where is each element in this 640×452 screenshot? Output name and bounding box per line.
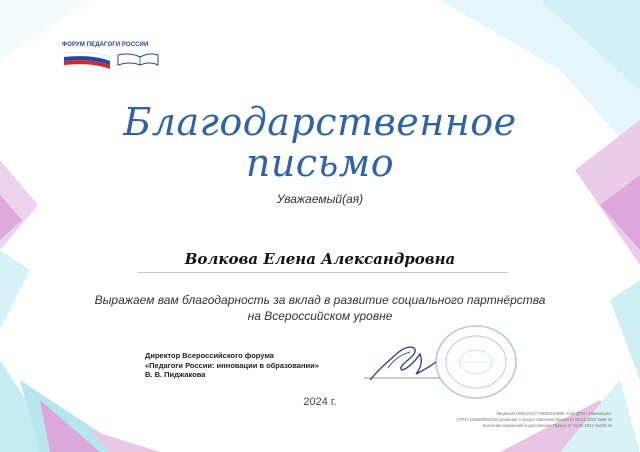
license-line: Лицензия Л035-01277-66/00183668 АНО ДПО «Гимназиум» [496,411,612,416]
signer-forum: «Педагоги России: инновации в образовании» [145,360,319,370]
gratitude-message [80,292,560,324]
book-flag-icon [62,51,162,69]
round-stamp [432,322,520,402]
signature [362,338,442,386]
certificate-title-line2: письмо [245,141,395,185]
license-line: внесение изменений и дополнений Приказ от 11.06.2021 №230-лк [483,423,612,428]
certificate-year: 2024 г. [303,396,337,408]
salutation: Уважаемый(ая) [276,192,364,206]
recipient-name: Волкова Елена Александровна [184,250,456,268]
logo-text: ФОРУМ ПЕДАГОГИ РОССИИ [62,42,149,48]
name-underline [138,272,508,273]
license-info [456,411,612,429]
signer-name: В. В. Пиджакова [145,370,206,379]
message-line: на Всероссийском уровне [247,309,393,323]
forum-logo [62,42,172,72]
license-line: ОГРН 1196658000126 решение о предоставлении Приказ от 09.01.2020 №06-пк [456,417,612,422]
signer-title: Директор Всероссийского форума [145,351,274,360]
message-line: Выражаем вам благодарность за вклад в развитие социального партнёрства [94,293,546,307]
signer-block [145,351,319,380]
certificate-title-line1: Благодарственное [123,100,517,144]
